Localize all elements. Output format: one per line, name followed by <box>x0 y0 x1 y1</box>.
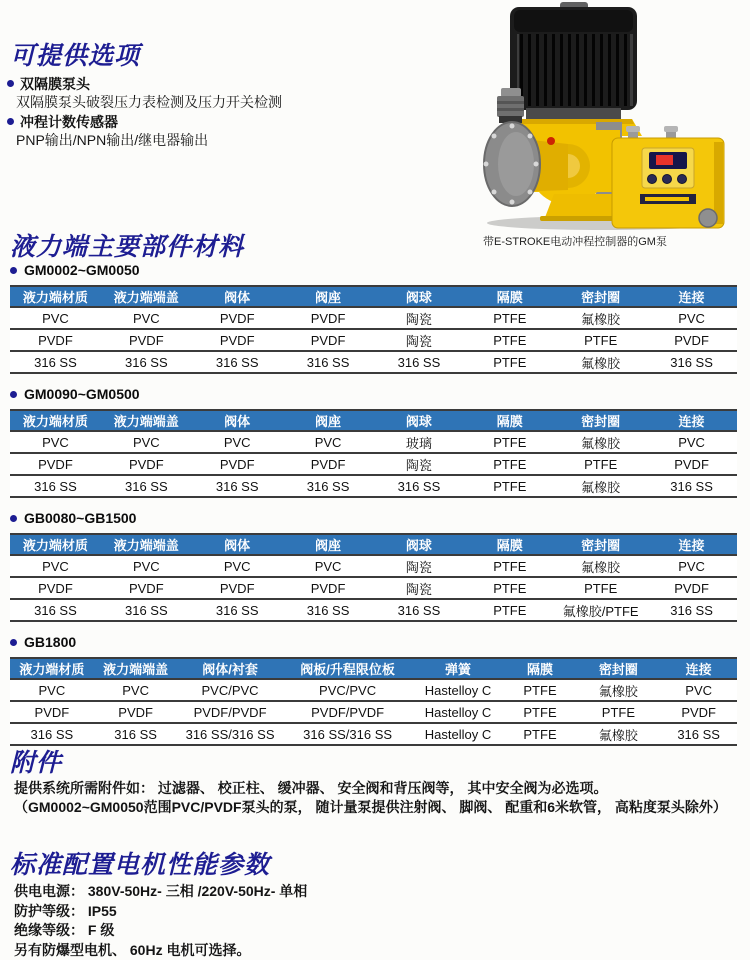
header-row <box>10 286 737 307</box>
table-row <box>10 723 737 745</box>
table-body <box>10 431 737 497</box>
table-cell: PVDF <box>283 577 374 599</box>
table-cell: PVDF <box>10 577 101 599</box>
table-cell: PVC <box>283 431 374 453</box>
table-cell: PVC <box>101 555 192 577</box>
column-header: 连接 <box>646 286 737 307</box>
bullet-dot-icon <box>7 80 14 87</box>
table-cell: PVC <box>283 555 374 577</box>
table-cell: PTFE <box>503 679 576 701</box>
table-cell: 316 SS <box>374 599 465 621</box>
table-cell: PVC <box>10 555 101 577</box>
model-name: GB1800 <box>24 634 77 650</box>
column-header: 液力端端盖 <box>101 534 192 555</box>
column-header: 阀球 <box>374 410 465 431</box>
table-cell: 316 SS <box>660 723 737 745</box>
accessories-line-1: 提供系统所需附件如： 过滤器、 校正柱、 缓冲器、 安全阀和背压阀等， 其中安全阀为必选项。 <box>14 780 608 796</box>
option-label: 冲程计数传感器 <box>20 113 118 130</box>
table-cell: 陶瓷 <box>374 307 465 329</box>
table-head <box>10 658 737 679</box>
table-row <box>10 453 737 475</box>
table-cell: 316 SS <box>374 351 465 373</box>
table-cell: PVDF/PVDF <box>283 701 413 723</box>
option-label: 双隔膜泵头 <box>20 75 90 92</box>
table-row <box>10 599 737 621</box>
table-cell: PVDF <box>283 307 374 329</box>
bullet-dot-icon <box>10 391 17 398</box>
motor-parameter-line: 另有防爆型电机、 60Hz 电机可选择。 <box>14 941 251 958</box>
column-header: 连接 <box>646 410 737 431</box>
table-cell: PVC/PVC <box>178 679 283 701</box>
materials-section-title: 液力端主要部件材料 <box>10 233 245 261</box>
table-cell: 316 SS <box>192 351 283 373</box>
table-cell: PVDF <box>10 329 101 351</box>
column-header: 液力端材质 <box>10 286 101 307</box>
table-cell: PVC <box>10 431 101 453</box>
table-cell: 316 SS <box>646 475 737 497</box>
pump-illustration <box>470 2 750 230</box>
table-cell: 316 SS <box>374 475 465 497</box>
table-cell: 316 SS/316 SS <box>283 723 413 745</box>
motor-parameter-lines <box>14 882 307 960</box>
table-cell: 316 SS <box>646 599 737 621</box>
table-cell: 氟橡胶/PTFE <box>555 599 646 621</box>
table-cell: PTFE <box>464 577 555 599</box>
column-header: 隔膜 <box>464 286 555 307</box>
motor-parameter-line: 防护等级： IP55 <box>14 902 117 919</box>
table-cell: 陶瓷 <box>374 577 465 599</box>
materials-table-block <box>10 386 737 498</box>
table-cell: 陶瓷 <box>374 329 465 351</box>
table-cell: PTFE <box>464 307 555 329</box>
column-header: 阀体/衬套 <box>178 658 283 679</box>
table-cell: 316 SS <box>192 475 283 497</box>
column-header: 密封圈 <box>555 286 646 307</box>
table-row <box>10 329 737 351</box>
table-cell: Hastelloy C <box>413 701 504 723</box>
table-cell: Hastelloy C <box>413 723 504 745</box>
table-cell: 氟橡胶 <box>555 351 646 373</box>
table-cell: 316 SS <box>10 351 101 373</box>
table-cell: 316 SS <box>101 351 192 373</box>
options-list <box>7 74 437 150</box>
table-cell: PVDF <box>283 453 374 475</box>
column-header: 液力端端盖 <box>94 658 178 679</box>
table-cell: PVDF/PVDF <box>178 701 283 723</box>
column-header: 隔膜 <box>503 658 576 679</box>
table-cell: 316 SS <box>283 351 374 373</box>
table-cell: PVDF <box>101 577 192 599</box>
materials-table <box>10 657 737 746</box>
table-cell: PVDF <box>101 329 192 351</box>
column-header: 密封圈 <box>555 410 646 431</box>
table-cell: PTFE <box>464 599 555 621</box>
table-cell: 氟橡胶 <box>577 679 661 701</box>
materials-table-block <box>10 262 737 374</box>
table-row <box>10 307 737 329</box>
table-cell: PTFE <box>555 577 646 599</box>
table-cell: PVDF <box>646 453 737 475</box>
table-cell: PVC <box>192 555 283 577</box>
table-cell: PVDF <box>10 453 101 475</box>
column-header: 阀体 <box>192 286 283 307</box>
table-cell: PTFE <box>464 453 555 475</box>
table-cell: PVC <box>646 431 737 453</box>
motor-section-title: 标准配置电机性能参数 <box>10 851 271 879</box>
table-body <box>10 307 737 373</box>
table-body <box>10 679 737 745</box>
column-header: 阀座 <box>283 410 374 431</box>
column-header: 阀体 <box>192 410 283 431</box>
table-cell: PVDF <box>646 329 737 351</box>
table-cell: PVC/PVC <box>283 679 413 701</box>
table-cell: PVDF <box>94 701 178 723</box>
model-label-row <box>10 262 737 278</box>
table-cell: PVDF <box>283 329 374 351</box>
table-cell: PVDF <box>101 453 192 475</box>
table-cell: PTFE <box>577 701 661 723</box>
materials-tables <box>10 262 737 758</box>
table-cell: 陶瓷 <box>374 555 465 577</box>
table-cell: PVC <box>660 679 737 701</box>
table-cell: PVDF <box>192 577 283 599</box>
table-cell: 316 SS <box>94 723 178 745</box>
column-header: 阀体 <box>192 534 283 555</box>
table-cell: PVC <box>10 307 101 329</box>
header-row <box>10 534 737 555</box>
column-header: 密封圈 <box>555 534 646 555</box>
bullet-dot-icon <box>7 118 14 125</box>
table-row <box>10 701 737 723</box>
motor-parameter-line: 绝缘等级： F 级 <box>14 922 115 938</box>
model-name: GM0002~GM0050 <box>24 262 140 278</box>
column-header: 阀球 <box>374 534 465 555</box>
table-cell: 316 SS/316 SS <box>178 723 283 745</box>
bullet-dot-icon <box>10 515 17 522</box>
column-header: 连接 <box>646 534 737 555</box>
column-header: 隔膜 <box>464 410 555 431</box>
table-head <box>10 534 737 555</box>
column-header: 阀板/升程限位板 <box>283 658 413 679</box>
table-cell: PVDF <box>660 701 737 723</box>
table-cell: PTFE <box>555 329 646 351</box>
table-row <box>10 577 737 599</box>
model-name: GB0080~GB1500 <box>24 510 137 526</box>
table-cell: PVDF <box>646 577 737 599</box>
table-cell: PTFE <box>555 453 646 475</box>
option-detail: 双隔膜泵头破裂压力表检测及压力开关检测 <box>16 94 282 110</box>
table-row <box>10 431 737 453</box>
table-cell: PVC <box>101 431 192 453</box>
table-cell: PVDF <box>192 307 283 329</box>
header-row <box>10 410 737 431</box>
column-header: 阀座 <box>283 534 374 555</box>
table-cell: PVC <box>10 679 94 701</box>
model-name: GM0090~GM0500 <box>24 386 140 402</box>
header-row <box>10 658 737 679</box>
table-cell: 316 SS <box>646 351 737 373</box>
column-header: 隔膜 <box>464 534 555 555</box>
column-header: 密封圈 <box>577 658 661 679</box>
table-cell: PVC <box>646 307 737 329</box>
table-cell: PVDF <box>192 453 283 475</box>
table-cell: PTFE <box>464 431 555 453</box>
table-head <box>10 410 737 431</box>
accessories-line-2: （GM0002~GM0050范围PVC/PVDF泵头的泵， 随计量泵提供注射阀、 脚阀、 配重和6米软管， 高粘度泵头除外） <box>14 799 727 815</box>
table-cell: 陶瓷 <box>374 453 465 475</box>
table-cell: 316 SS <box>101 599 192 621</box>
column-header: 液力端材质 <box>10 534 101 555</box>
table-cell: 氟橡胶 <box>555 307 646 329</box>
table-cell: PTFE <box>503 723 576 745</box>
table-cell: 氟橡胶 <box>555 431 646 453</box>
table-cell: 316 SS <box>10 723 94 745</box>
table-cell: 玻璃 <box>374 431 465 453</box>
column-header: 阀座 <box>283 286 374 307</box>
table-cell: 316 SS <box>10 475 101 497</box>
table-cell: 316 SS <box>283 599 374 621</box>
model-label-row <box>10 386 737 402</box>
table-cell: PVC <box>101 307 192 329</box>
materials-table-block <box>10 634 737 746</box>
column-header: 连接 <box>660 658 737 679</box>
pump-caption: 带E-STROKE电动冲程控制器的GM泵 <box>483 236 667 248</box>
table-cell: PVC <box>646 555 737 577</box>
bullet-dot-icon <box>10 639 17 646</box>
table-cell: PTFE <box>464 329 555 351</box>
bullet-dot-icon <box>10 267 17 274</box>
option-detail: PNP输出/NPN输出/继电器输出 <box>16 132 209 148</box>
model-label-row <box>10 510 737 526</box>
table-cell: 氟橡胶 <box>555 475 646 497</box>
table-cell: PVC <box>192 431 283 453</box>
model-label-row <box>10 634 737 650</box>
table-cell: 316 SS <box>283 475 374 497</box>
table-cell: 316 SS <box>101 475 192 497</box>
materials-table-block <box>10 510 737 622</box>
materials-table <box>10 533 737 622</box>
column-header: 液力端材质 <box>10 658 94 679</box>
column-header: 弹簧 <box>413 658 504 679</box>
table-row <box>10 475 737 497</box>
option-item <box>7 112 437 131</box>
table-row <box>10 351 737 373</box>
table-cell: PTFE <box>464 555 555 577</box>
table-cell: PVC <box>94 679 178 701</box>
materials-table <box>10 285 737 374</box>
table-body <box>10 555 737 621</box>
table-cell: PVDF <box>192 329 283 351</box>
table-cell: 氟橡胶 <box>577 723 661 745</box>
option-item <box>7 74 437 93</box>
table-cell: 316 SS <box>10 599 101 621</box>
table-row <box>10 555 737 577</box>
column-header: 液力端端盖 <box>101 286 192 307</box>
column-header: 阀球 <box>374 286 465 307</box>
column-header: 液力端材质 <box>10 410 101 431</box>
table-head <box>10 286 737 307</box>
table-cell: 316 SS <box>192 599 283 621</box>
table-cell: PTFE <box>503 701 576 723</box>
accessories-section-title: 附件 <box>10 749 63 777</box>
table-cell: Hastelloy C <box>413 679 504 701</box>
table-cell: PVDF <box>10 701 94 723</box>
table-cell: PTFE <box>464 475 555 497</box>
materials-table <box>10 409 737 498</box>
table-row <box>10 679 737 701</box>
column-header: 液力端端盖 <box>101 410 192 431</box>
pump-product-image <box>470 2 750 230</box>
table-cell: PTFE <box>464 351 555 373</box>
options-section-title: 可提供选项 <box>10 42 141 70</box>
table-cell: 氟橡胶 <box>555 555 646 577</box>
motor-parameter-line: 供电电源： 380V-50Hz- 三相 /220V-50Hz- 单相 <box>14 883 308 899</box>
